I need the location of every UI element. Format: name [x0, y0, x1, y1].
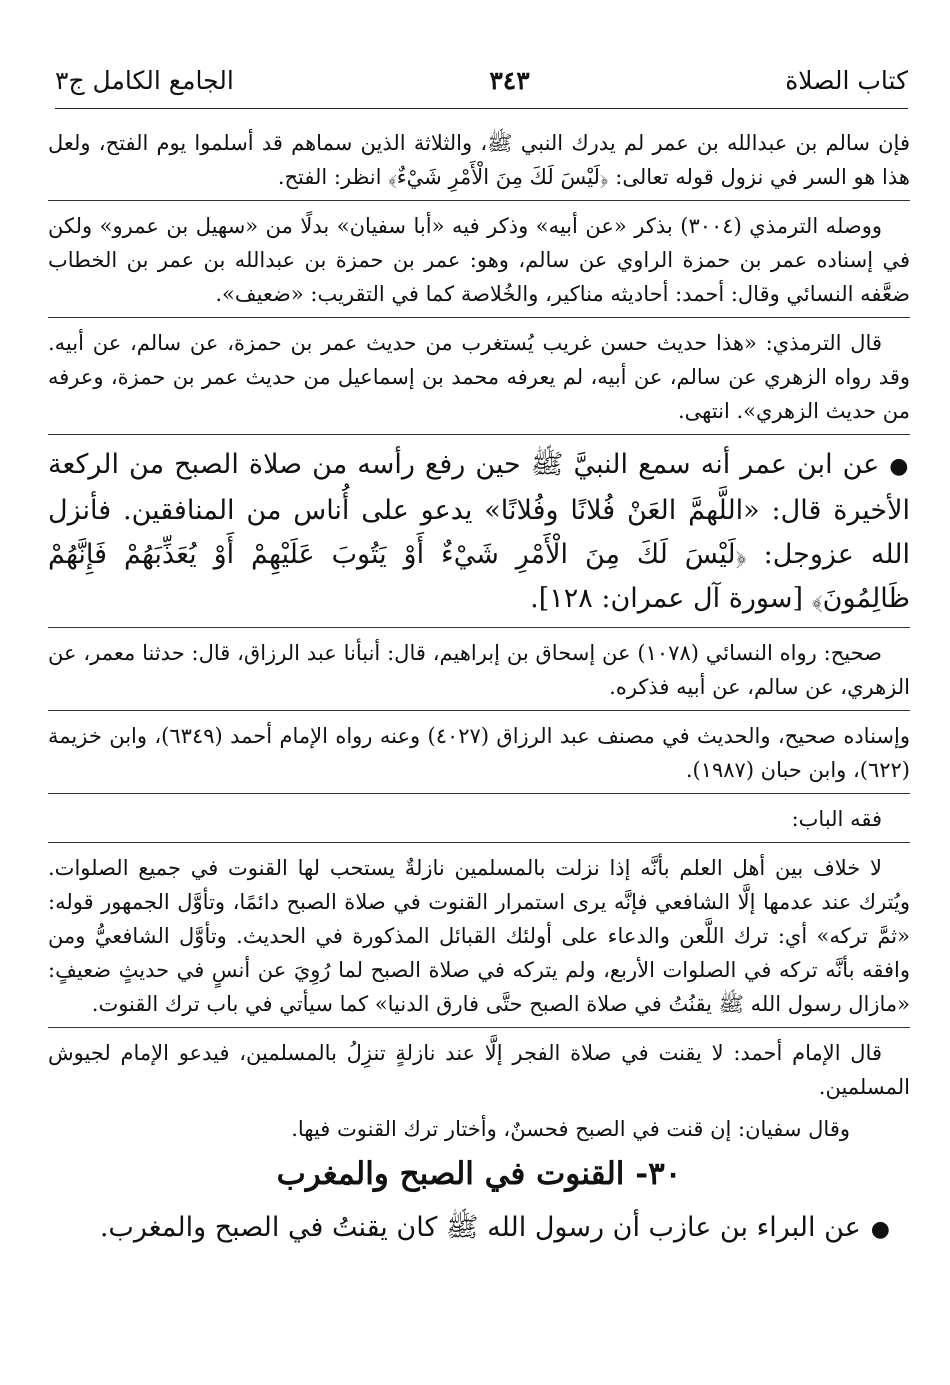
hadith-bara [48, 1206, 910, 1252]
running-header [55, 58, 908, 102]
separator [48, 710, 910, 711]
separator [48, 627, 910, 628]
header-rule [55, 108, 908, 109]
section-label-fiqh: فقه الباب: [791, 807, 882, 831]
paragraph-tirmidhi-chain: ووصله الترمذي (٣٠٠٤) بذكر «عن أبيه» وذكر فيه «أبا سفيان» بدلًا من «سهيل بن عمرو» ولكن في إسناده عمر بن حمزة الراوي عن سالم، وهو: عمر بن حمزة بن عبدالله بن عمر بن الخطاب ضعَّفه النسائي وقال: أحمد: أحاديثه مناكير، والخُلاصة كما في التقريب: «ضعيف». [48, 214, 910, 306]
book-title: الجامع الكامل ج٣ [55, 65, 234, 95]
chapter-title: كتاب الصلاة [785, 65, 908, 95]
paragraph-tirmidhi-quote: قال الترمذي: «هذا حديث حسن غريب يُستغرب من حديث عمر بن حمزة، عن سالم، عن أبيه. وقد رواه الزهري عن سالم، عن أبيه، لم يعرفه محمد بن إسماعيل من حديث عمر بن حمزة، وعرفه من حديث الزهري». انتهى. [48, 331, 910, 423]
hadith-ibn-umar [48, 443, 910, 621]
bullet-icon: ● [889, 454, 910, 479]
paragraph-ahmad: قال الإمام أحمد: لا يقنت في صلاة الفجر إلَّا عند نازلةٍ تنزِلُ بالمسلمين، فيدعو الإمام لجيوش المسلمين. [48, 1041, 910, 1099]
paragraph-commentary-1: فإن سالم بن عبدالله بن عمر لم يدرك النبي ﷺ، والثلاثة الذين سماهم قد أسلموا يوم الفتح، ولعل هذا هو السر في نزول قوله تعالى: ﴿لَيْسَ لَكَ مِنَ الْأَمْرِ شَيْءٌ﴾ انظر: الفتح. [48, 131, 910, 189]
hadith-text: عن ابن عمر أنه سمع النبيَّ ﷺ حين رفع رأسه من صلاة الصبح من الركعة الأخيرة قال: «اللَّهمَّ العَنْ فُلانًا وفُلانًا» يدعو على أُناس من المنافقين. فأنزل الله عزوجل: ﴿لَيْسَ لَكَ مِنَ الْأَمْرِ شَيْءٌ أَوْ يَتُوبَ عَلَيْهِمْ أَوْ يُعَذِّبَهُمْ فَإِنَّهُمْ ظَالِمُونَ﴾ [سورة آل عمران: ١٢٨]. [48, 449, 910, 614]
separator [48, 317, 910, 318]
paragraph-isnad: وإسناده صحيح، والحديث في مصنف عبد الرزاق (٤٠٢٧) وعنه رواه الإمام أحمد (٦٣٤٩)، وابن خزيمة (٦٢٢)، وابن حبان (١٩٨٧). [48, 724, 910, 782]
separator [48, 200, 910, 201]
paragraph-sufyan: وقال سفيان: إن قنت في الصبح فحسنٌ، وأختار ترك القنوت فيها. [291, 1117, 850, 1141]
separator [48, 842, 910, 843]
separator [48, 793, 910, 794]
separator [48, 1027, 910, 1028]
paragraph-grading: صحيح: رواه النسائي (١٠٧٨) عن إسحاق بن إبراهيم، قال: أنبأنا عبد الرزاق، قال: حدثنا معمر، عن الزهري، عن سالم، عن أبيه فذكره. [48, 641, 910, 699]
chapter-heading: ٣٠- القنوت في الصبح والمغرب [276, 1156, 682, 1192]
page-body [48, 126, 910, 1252]
bullet-icon: ● [870, 1217, 890, 1242]
separator [48, 434, 910, 435]
paragraph-fiqh: لا خلاف بين أهل العلم بأنَّه إذا نزلت بالمسلمين نازلةٌ يستحب لها القنوت في جميع الصلوات. ويُترك عند عدمها إلَّا الشافعي فإنَّه يرى استمرار القنوت في صلاة الصبح دائمًا، وتأوَّل الجمهور قوله: «ثمَّ تركه» أي: ترك اللَّعن والدعاء على أولئك القبائل المذكورة في الحديث. وتأوَّل الشافعيُّ ومن وافقه بأنَّه تركه في الصلوات الأربع، ولم يتركه في صلاة الصبح لما رُوِيَ عن أنسٍ في حديثٍ ضعيفٍ: «مازال رسول الله ﷺ يقنُتُ في صلاة الصبح حتَّى فارق الدنيا» كما سيأتي في باب ترك القنوت. [48, 856, 910, 1016]
page-number: ٣٤٣ [489, 65, 530, 95]
hadith-text: عن البراء بن عازب أن رسول الله ﷺ كان يقنتُ في الصبح والمغرب. [99, 1212, 861, 1243]
